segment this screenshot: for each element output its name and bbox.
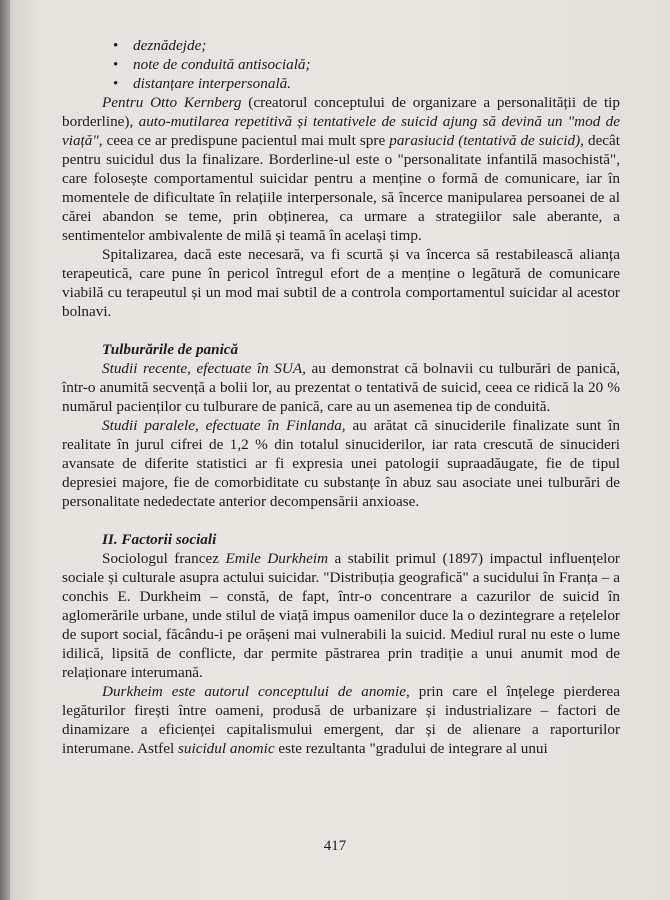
text-run: prin care el înțelege pierderea legăturilor firești între oameni, produsă de urbanizare și industrializare – factori de dinamizare a eficienței capitalismului emergent, dar și de alienare a raporturilor interumane. Astfel bbox=[62, 683, 620, 757]
panic-paragraph-2 bbox=[62, 416, 620, 511]
text-run: este rezultanta "gradului de integrare al unui bbox=[274, 740, 548, 757]
text-run: au arătat că sinuciderile finalizate sunt în realitate în jurul cifrei de 1,2 % din totalul sinuciderilor, iar rata crescută de sinucideri avansate de diferite statistici ar fi expresia unei patologii supraadăugate, fie de tipul depresiei majore, fie de comorbiditate cu substanțe în abuz sau asociate unei tulburări de personalitate nededectate anterior decompensării anxioase. bbox=[62, 417, 620, 510]
text-run: a stabilit primul (1897) impactul influențelor sociale și culturale asupra actului suicidar. "Distribuția geografică" a sucidului în Franța – a conchis E. Durkheim – constă, de fapt, într-o concentrare a cazurilor de suicid în aglomerările urbane, unde stilul de viață impus oamenilor duce la o dezintegrare a rețelelor de suport social, făcându-i pe orășeni mai vulnerabili la suicid. Mediul rural nu este o lume idilică, lipsită de conflicte, dar permite păstrarea prin tradiție a unui anumit mod de relaționare interumană. bbox=[62, 550, 620, 681]
list-item: • distanțare interpersonală. bbox=[113, 74, 620, 93]
symptom-list bbox=[62, 36, 620, 93]
panic-heading: Tulburările de panică bbox=[102, 341, 239, 358]
text-run: Sociologul francez bbox=[102, 550, 226, 567]
emphasis-text: suicidul anomic bbox=[177, 740, 275, 757]
page-body bbox=[62, 36, 620, 758]
text-run: (creatorul conceptului de organizare a personalității de tip borderline), bbox=[62, 94, 620, 130]
hospitalization-paragraph: Spitalizarea, dacă este necesară, va fi scurtă și va încerca să restabilească alianța terapeutică, care pune în pericol întregul efort de a menține o legătură de comunicare viabilă cu terapeutul și un mod mai subtil de a controla comportamentul suicidar al acestor bolnavi. bbox=[62, 246, 620, 320]
emphasis-text: Emile Durkheim bbox=[225, 550, 329, 567]
emphasis-text: auto-mutilarea repetitivă și tentativele de suicid ajung să devină un "mod de viață" bbox=[62, 113, 620, 149]
emphasis-text: Studii recente, efectuate în SUA, bbox=[102, 360, 306, 377]
emphasis-text: parasiucid (tentativă de suicid) bbox=[389, 132, 581, 149]
text-run: , decât pentru suicidul dus la finalizare. Borderline-ul este o "personalitate infantilă masochistă", care folosește comportamentul suicidar pentru a menține o formă de comunicare, iar în momentele de dificultate în relațiile interpersonale, să încerce manipularea persoanei de al cărei abandon se teme, prin obținerea, ca urmare a strategiilor sale aberante, a sentimentelor ambivalente de milă și teamă în același timp. bbox=[62, 132, 621, 244]
list-item: • note de conduită antisocială; bbox=[113, 55, 620, 74]
kernberg-paragraph bbox=[62, 93, 620, 245]
kernberg-lead: Pentru Otto Kernberg bbox=[102, 94, 242, 111]
social-factors-heading: II. Factorii sociali bbox=[102, 531, 217, 548]
list-item: • deznădejde; bbox=[113, 36, 620, 55]
emphasis-text: Studii paralele, efectuate în Finlanda, bbox=[102, 417, 346, 434]
text-run: , ceea ce ar predispune pacientul mai mult spre bbox=[98, 132, 390, 149]
page-number: 417 bbox=[323, 838, 347, 854]
social-paragraph-2 bbox=[62, 682, 620, 758]
emphasis-text: Durkheim este autorul conceptului de anomie, bbox=[102, 683, 410, 700]
panic-paragraph-1 bbox=[62, 359, 620, 416]
book-binding-shadow bbox=[0, 0, 10, 900]
text-run: au demonstrat că bolnavii cu tulburări de panică, într-o anumită secvență a bolii lor, au prezentat o tentativă de suicid, ceea ce ridică la 20 % numărul pacienților cu tulburare de panică, care au un asemenea tip de conduită. bbox=[62, 360, 620, 415]
social-paragraph-1 bbox=[62, 549, 620, 682]
